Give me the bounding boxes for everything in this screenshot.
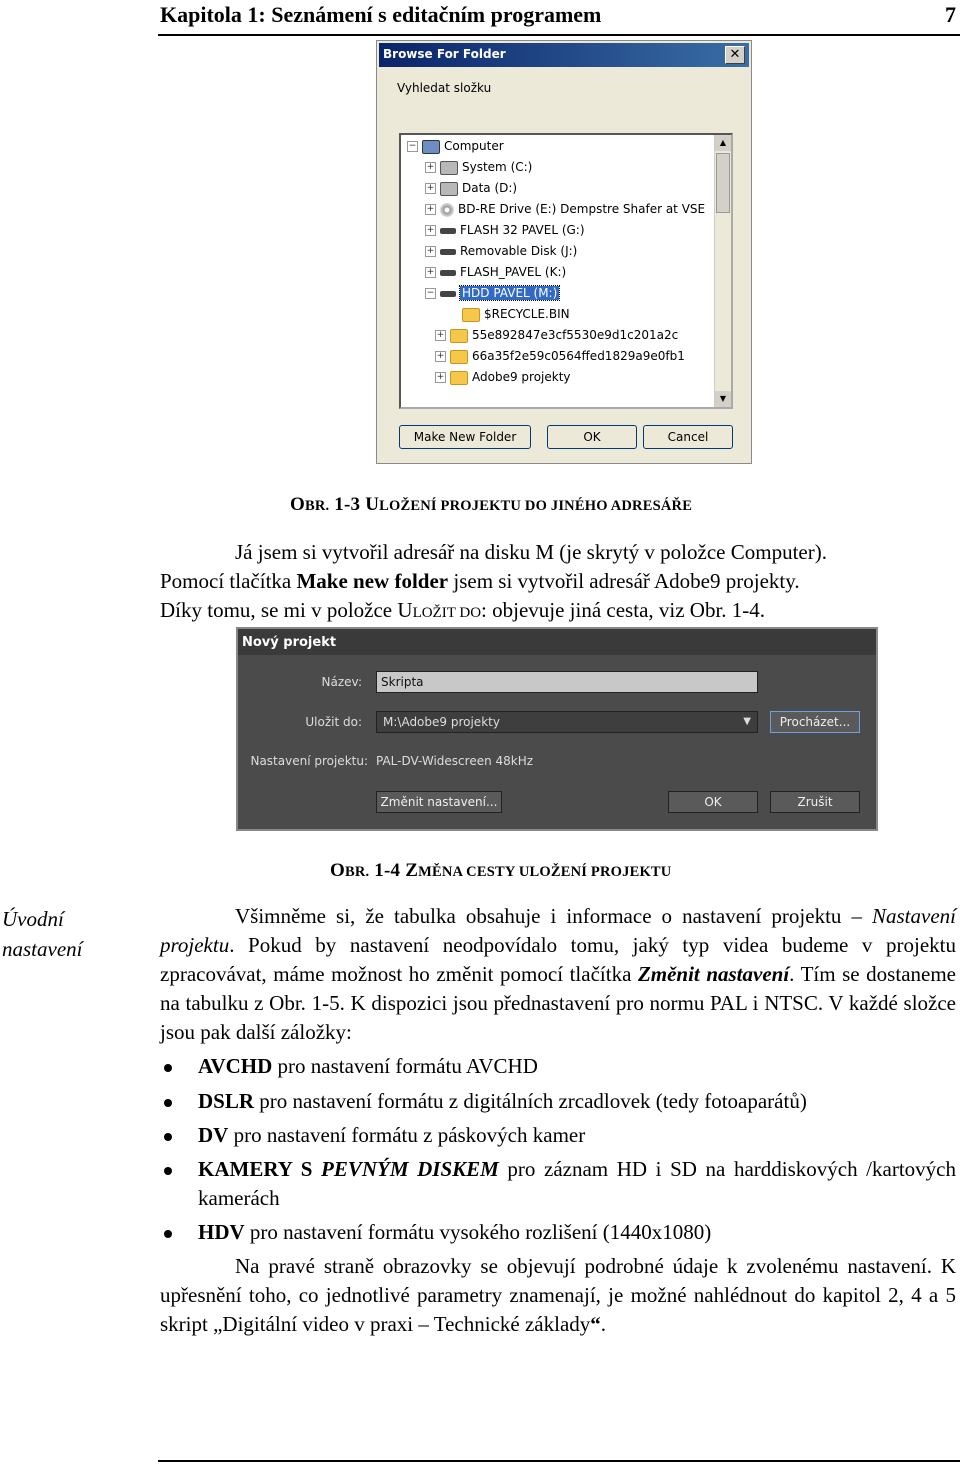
expand-icon[interactable]: + — [426, 162, 435, 172]
expand-icon[interactable]: + — [436, 330, 445, 340]
cancel-button[interactable]: Cancel — [643, 425, 733, 449]
tree-scrollbar[interactable] — [714, 135, 731, 407]
save-to-label: Uložit do: — [305, 715, 362, 729]
page-number: 7 — [945, 2, 956, 27]
cancel-button[interactable]: Zrušit — [770, 791, 860, 813]
expand-icon[interactable]: + — [426, 246, 435, 256]
expand-icon[interactable]: + — [436, 372, 445, 382]
scroll-down-icon[interactable]: ▼ — [715, 391, 731, 407]
folder-tree[interactable] — [399, 133, 733, 409]
tree-item-label: $RECYCLE.BIN — [484, 307, 570, 321]
expand-icon[interactable]: + — [426, 204, 435, 214]
figure-caption-1-4: OBR. 1-4 ZMĚNA CESTY ULOŽENÍ PROJEKTU — [330, 860, 672, 881]
scroll-up-icon[interactable]: ▲ — [715, 135, 731, 151]
ok-button[interactable]: OK — [547, 425, 637, 449]
chapter-title: Kapitola 1: Seznámení s editačním programem — [160, 2, 602, 27]
dialog-titlebar — [238, 629, 876, 655]
tree-item-label: FLASH_PAVEL (K:) — [460, 265, 567, 279]
tree-item[interactable] — [447, 304, 570, 324]
usb-drive-icon — [440, 249, 456, 255]
folder-icon — [450, 329, 468, 343]
tree-item-label: Adobe9 projekty — [472, 370, 571, 384]
change-settings-button[interactable]: Změnit nastavení... — [376, 791, 502, 813]
tree-item[interactable] — [425, 283, 559, 303]
paragraph-2: Všimněme si, že tabulka obsahuje i informace o nastavení projektu – Nastavení projektu. Pokud by nastavení neodpovídalo tomu, jaký typ videa budeme v projektu zpracovávat, máme možnost ho změnit pomocí tlačítka Změnit nastavení. Tím se dostaneme na tabulku z Obr. 1-5. K dispozici jsou přednastavení pro normu PAL i NTSC. V každé složce jsou pak další záložky: — [160, 904, 956, 1044]
tree-item[interactable] — [407, 136, 504, 156]
tree-item-label: 66a35f2e59c0564ffed1829a9e0fb1 — [472, 349, 685, 363]
close-icon[interactable]: ✕ — [725, 46, 745, 64]
name-label: Název: — [321, 675, 362, 689]
chevron-down-icon: ▼ — [743, 716, 751, 727]
paragraph-3: Na pravé straně obrazovky se objevují podrobné údaje k zvolenému nastavení. K upřesnění toho, co jednotlivé parametry znamenají, je možné nahlédnout do kapitol 2, 4 a 5 skript „Digitální video v praxi – Technické základy“. — [160, 1254, 956, 1336]
collapse-icon[interactable]: − — [426, 288, 435, 298]
tree-item-label: Data (D:) — [462, 181, 518, 195]
tree-item[interactable] — [425, 199, 705, 219]
page-header — [158, 0, 960, 36]
collapse-icon[interactable]: − — [408, 141, 417, 151]
tree-item-label: BD-RE Drive (E:) Dempstre Shafer at VSE — [458, 202, 706, 216]
expand-icon[interactable]: + — [426, 225, 435, 235]
project-name-input[interactable]: Skripta — [376, 671, 758, 693]
scroll-thumb[interactable] — [716, 153, 730, 213]
tree-item[interactable] — [425, 262, 566, 282]
tree-item[interactable] — [425, 220, 585, 240]
tree-item-label: HDD PAVEL (M:) — [462, 286, 558, 300]
figure-caption-1-3: OBR. 1-3 ULOŽENÍ PROJEKTU DO JINÉHO ADRESÁŘE — [290, 494, 693, 515]
project-settings-value: PAL-DV-Widescreen 48kHz — [376, 754, 534, 768]
tree-item-label: Computer — [444, 139, 504, 153]
drive-icon — [440, 161, 458, 175]
folder-icon — [450, 371, 468, 385]
dialog-titlebar — [379, 43, 749, 67]
expand-icon[interactable]: + — [426, 183, 435, 193]
tree-item-label: System (C:) — [462, 160, 533, 174]
tree-item[interactable] — [425, 157, 532, 177]
tree-item-label: Removable Disk (J:) — [460, 244, 578, 258]
page-footer-rule — [158, 1460, 960, 1462]
dialog-instruction: Vyhledat složku — [397, 81, 492, 95]
dialog-title: Browse For Folder — [383, 47, 506, 61]
tree-item[interactable] — [425, 241, 577, 261]
folder-icon — [450, 350, 468, 364]
browse-for-folder-dialog — [376, 40, 752, 464]
margin-note: Úvodní nastavení — [2, 907, 83, 961]
usb-drive-icon — [440, 291, 456, 297]
tree-item[interactable] — [435, 367, 571, 387]
usb-drive-icon — [440, 270, 456, 276]
project-settings-label: Nastavení projektu: — [250, 754, 368, 768]
new-project-dialog — [236, 627, 878, 831]
tree-item[interactable] — [435, 325, 678, 345]
browse-button[interactable]: Procházet... — [770, 711, 860, 733]
dialog-title: Nový projekt — [242, 635, 337, 650]
expand-icon[interactable]: + — [426, 267, 435, 277]
folder-icon — [462, 308, 480, 322]
paragraph-1: Já jsem si vytvořil adresář na disku M (je skrytý v položce Computer). Pomocí tlačítka Make new folder jsem si vytvořil adresář Adobe9 projekty. Díky tomu, se mi v položce ULOŽIT DO: objevuje jiná cesta, viz Obr. 1-4. — [160, 540, 827, 622]
usb-drive-icon — [440, 228, 456, 234]
tree-item[interactable] — [425, 178, 517, 198]
tree-item[interactable] — [435, 346, 685, 366]
tree-item-label: FLASH 32 PAVEL (G:) — [460, 223, 585, 237]
tree-item-label: 55e892847e3cf5530e9d1c201a2c — [472, 328, 679, 342]
save-location-dropdown[interactable]: M:\Adobe9 projekty ▼ — [376, 711, 758, 733]
expand-icon[interactable]: + — [436, 351, 445, 361]
drive-icon — [440, 182, 458, 196]
make-new-folder-button[interactable]: Make New Folder — [399, 425, 531, 449]
disc-icon — [440, 203, 454, 217]
computer-icon — [422, 140, 440, 154]
ok-button[interactable]: OK — [668, 791, 758, 813]
